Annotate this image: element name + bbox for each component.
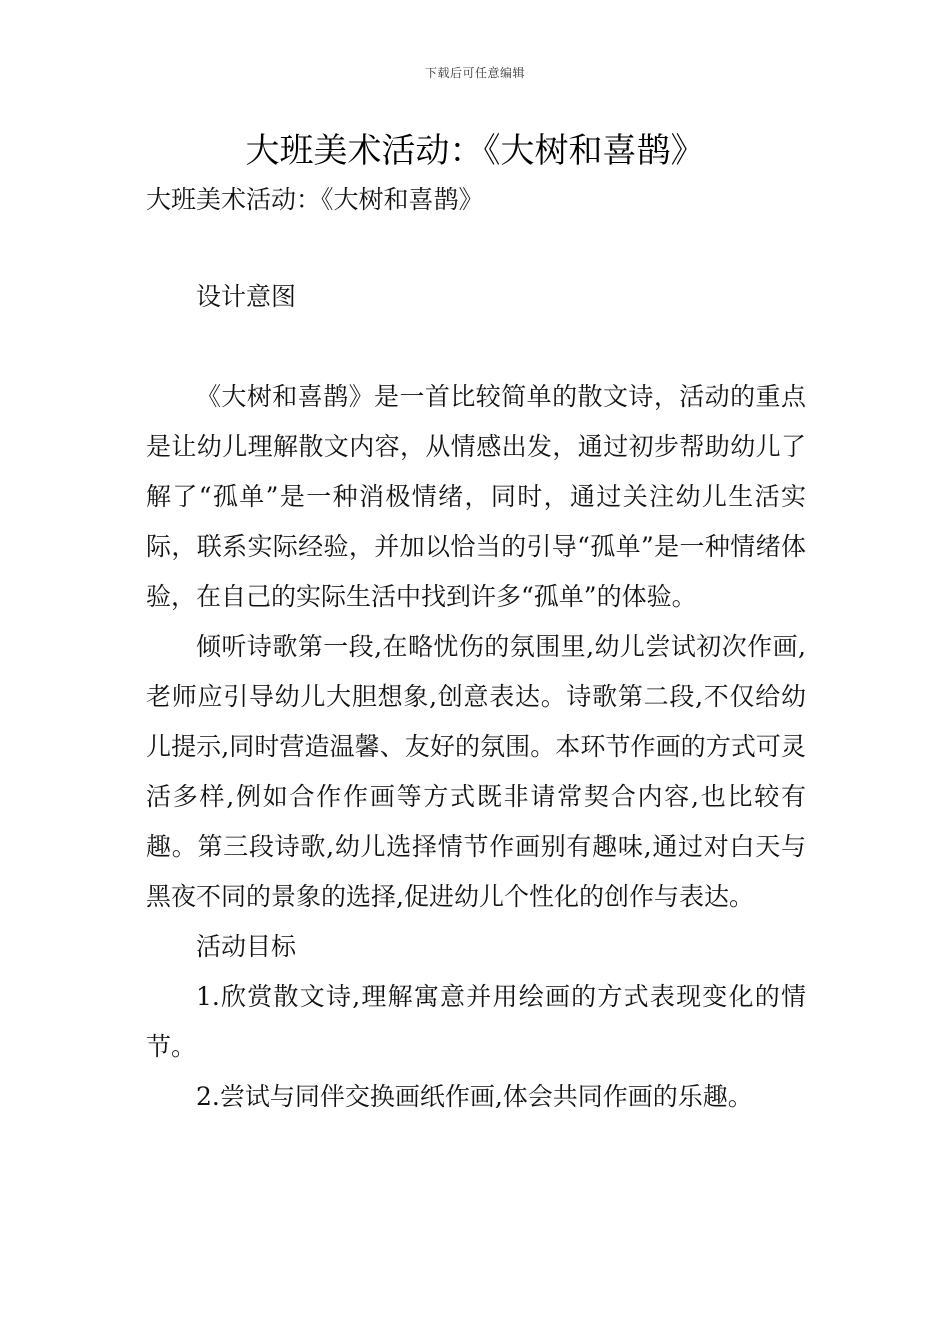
design-paragraph-2: 倾听诗歌第一段,在略忧伤的氛围里,幼儿尝试初次作画,老师应引导幼儿大胆想象,创意表达。诗歌第二段,不仅给幼儿提示,同时营造温馨、友好的氛围。本环节作画的方式可灵活多样,例如合作作画等方式既非请常契合内容,也比较有趣。第三段诗歌,幼儿选择情节作画别有趣味,通过对白天与黑夜不同的景象的选择,促进幼儿个性化的创作与表达。 bbox=[146, 632, 806, 911]
document-subtitle: 大班美术活动：《大树和喜鹊》 bbox=[146, 185, 484, 214]
blank-line bbox=[146, 222, 806, 272]
goal-item-2: 2.尝试与同伴交换画纸作画,体会共同作画的乐趣。 bbox=[196, 1082, 753, 1111]
blank-line bbox=[146, 322, 806, 372]
design-intent-heading: 设计意图 bbox=[196, 282, 297, 311]
document-body bbox=[146, 178, 806, 1122]
header-note: 下载后可任意编辑 bbox=[424, 66, 525, 80]
goal-item-1: 1.欣赏散文诗,理解寓意并用绘画的方式表现变化的情节。 bbox=[146, 982, 806, 1061]
document-title: 大班美术活动：《大树和喜鹊》 bbox=[245, 131, 705, 171]
activity-goals-heading: 活动目标 bbox=[196, 932, 297, 961]
design-paragraph-1: 《大树和喜鹊》是一首比较简单的散文诗，活动的重点是让幼儿理解散文内容，从情感出发，通过初步帮助幼儿了解了“孤单”是一种消极情绪，同时，通过关注幼儿生活实际，联系实际经验，并加以恰当的引导“孤单”是一种情绪体验，在自己的实际生活中找到许多“孤单”的体验。 bbox=[146, 382, 806, 611]
